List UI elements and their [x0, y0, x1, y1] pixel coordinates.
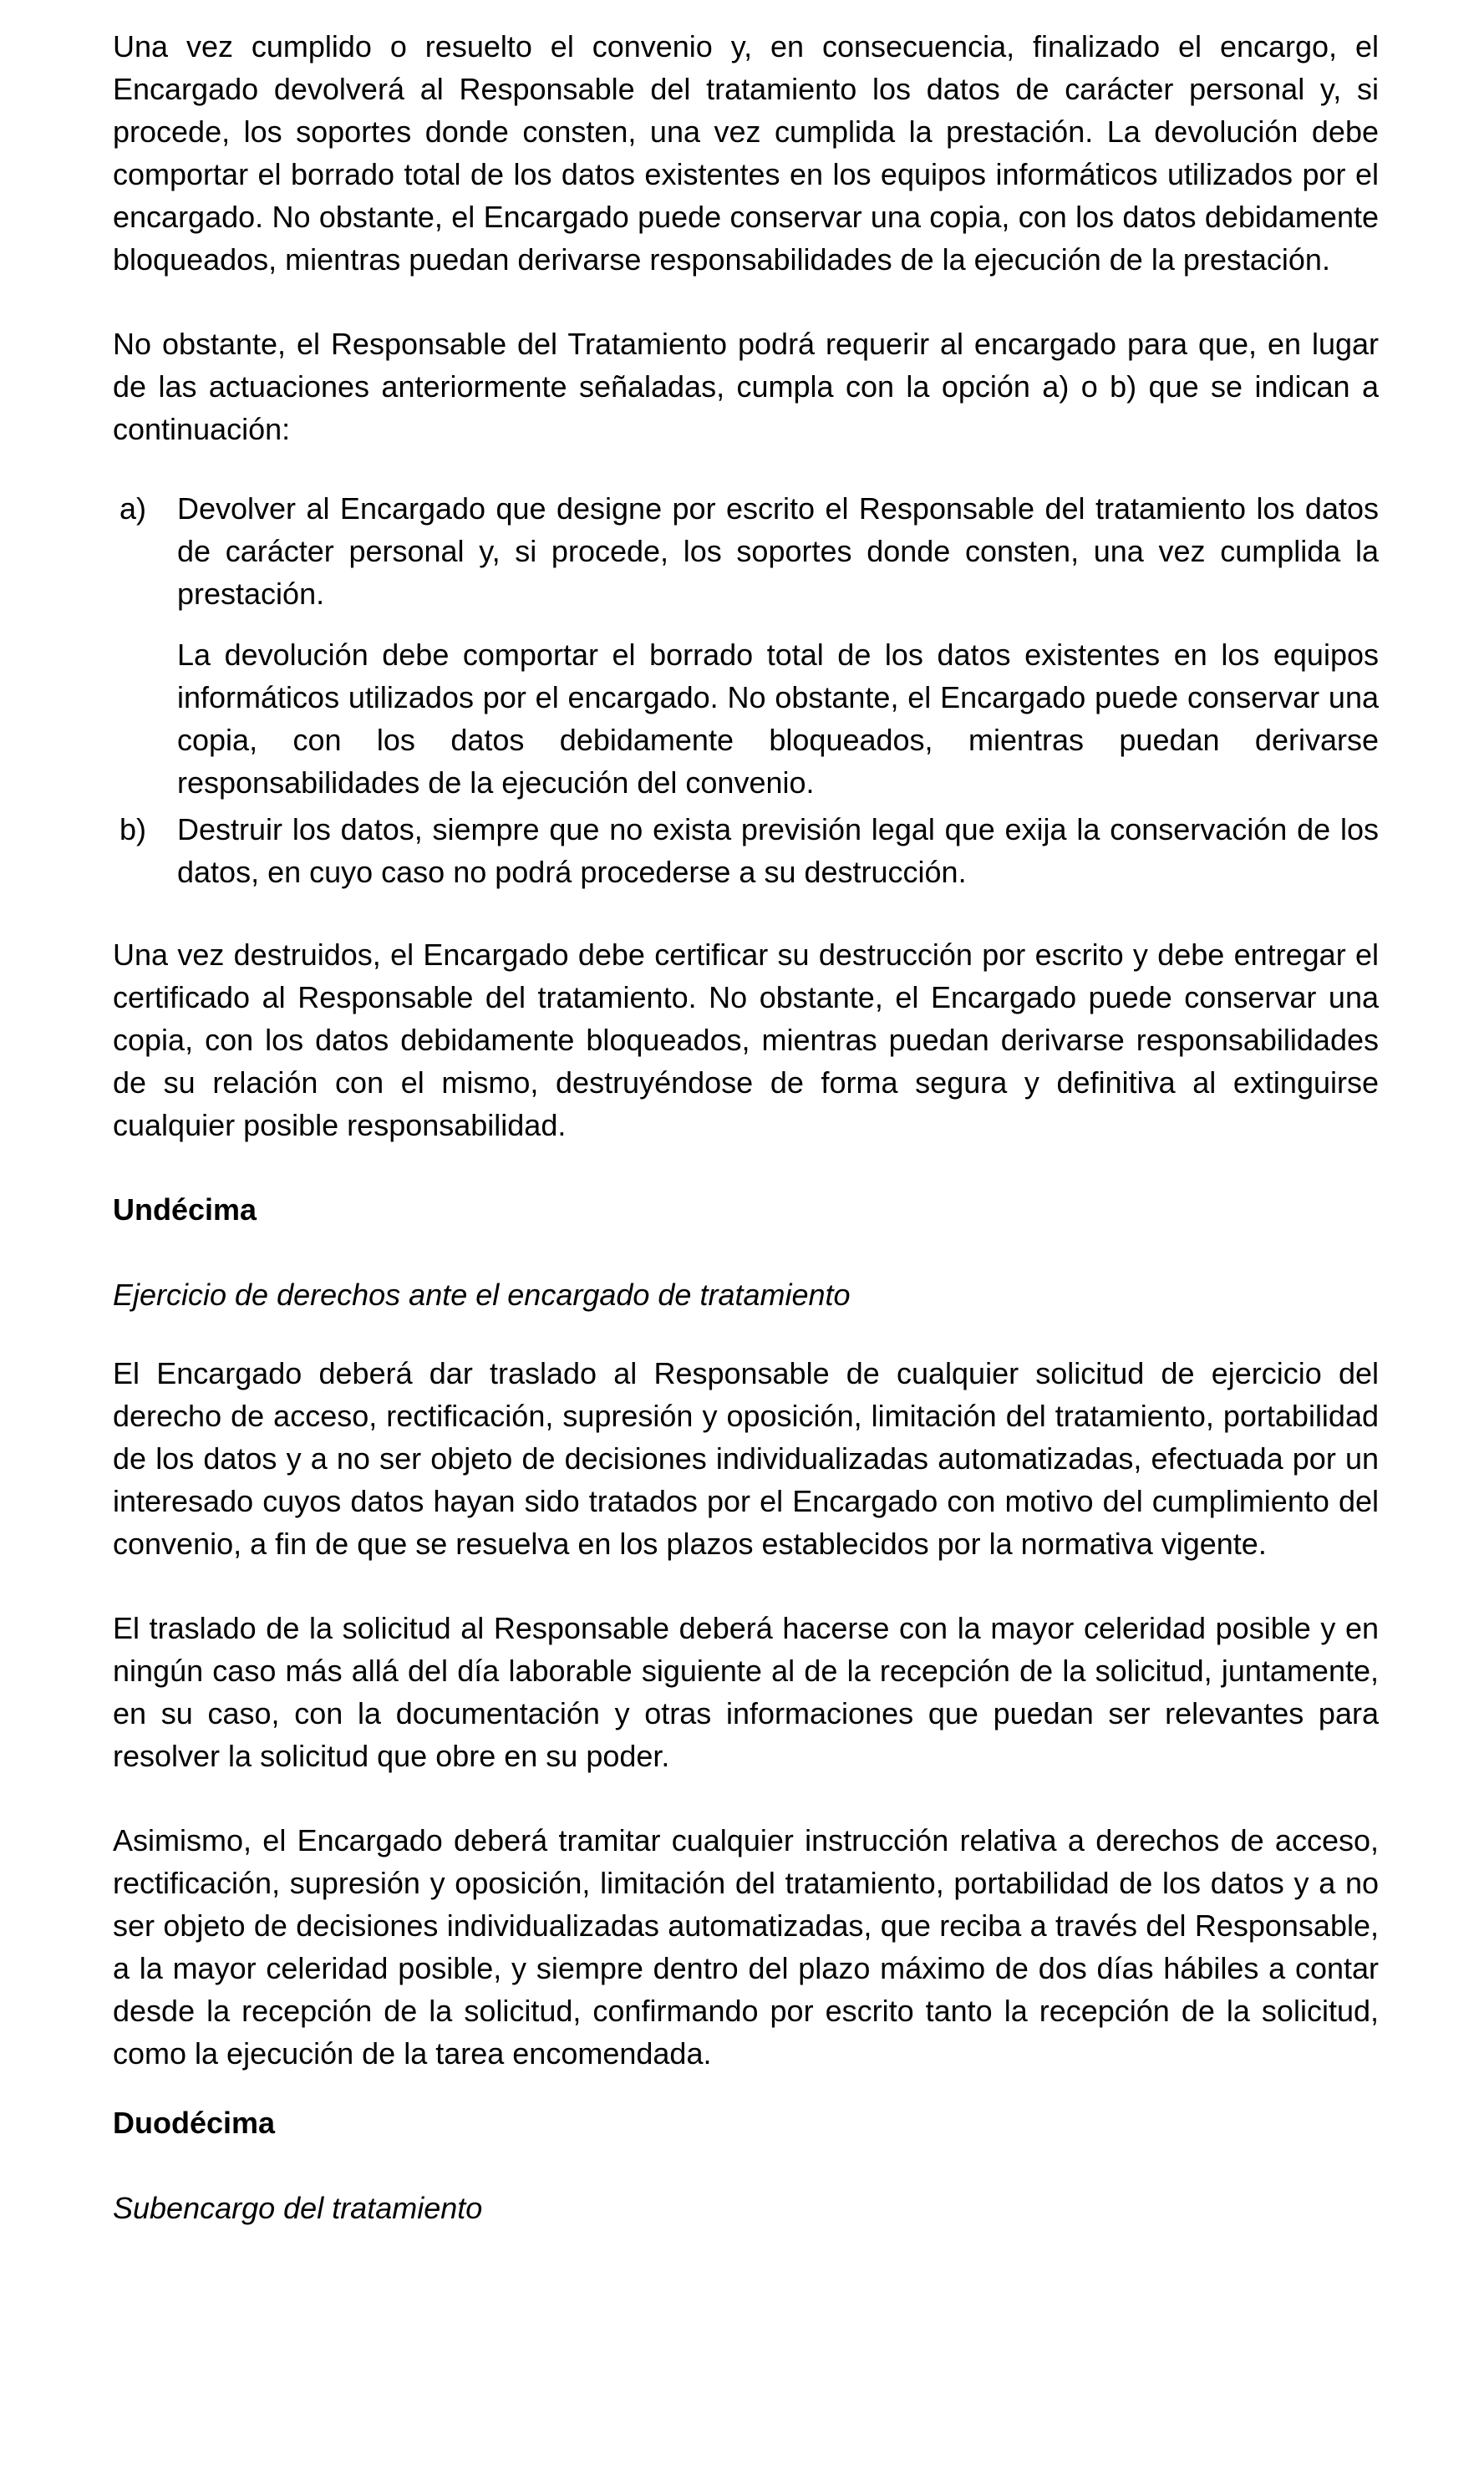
- list-item-b-text: Destruir los datos, siempre que no exista previsión legal que exija la conservación de los datos, en cuyo caso no podrá procederse a su destrucción.: [177, 812, 1379, 889]
- paragraph-forwarding-deadline: El traslado de la solicitud al Responsable deberá hacerse con la mayor celeridad posible y en ningún caso más allá del día laborable siguiente al de la recepción de la solicitud, juntamente, en su caso, con la documentación y otras informaciones que puedan ser relevantes para resolver la solicitud que obre en su poder.: [113, 1611, 1379, 1773]
- paragraph-rights-forwarding: El Encargado deberá dar traslado al Responsable de cualquier solicitud de ejercicio del derecho de acceso, rectificación, supresión y oposición, limitación del tratamiento, portabilidad de los datos y a no ser objeto de decisiones individualizadas automatizadas, efectuada por un interesado cuyos datos hayan sido tratados por el Encargado con motivo del cumplimiento del convenio, a fin de que se resuelva en los plazos establecidos por la normativa vigente.: [113, 1356, 1379, 1561]
- paragraph-list-a-continuation: La devolución debe comportar el borrado total de los datos existentes en los equipos informáticos utilizados por el encargado. No obstante, el Encargado puede conservar una copia, con los datos debidamente bloqueados, mientras puedan derivarse responsabilidades de la ejecución del convenio.: [177, 638, 1379, 800]
- list-item-a: [113, 487, 1379, 615]
- paragraph-options-intro: No obstante, el Responsable del Tratamiento podrá requerir al encargado para que, en lugar de las actuaciones anteriormente señaladas, cumpla con la opción a) o b) que se indican a continuación:: [113, 327, 1379, 446]
- section-heading-undecima: Undécima: [113, 1192, 257, 1227]
- list-item-a-text: Devolver al Encargado que designe por escrito el Responsable del tratamiento los datos de carácter personal y, si procede, los soportes donde consten, una vez cumplida la prestación.: [177, 491, 1379, 611]
- list-marker-b: b): [119, 812, 147, 846]
- list-marker-a: a): [119, 491, 147, 526]
- section-heading-duodecima: Duodécima: [113, 2106, 276, 2140]
- section-subtitle-ejercicio-derechos: Ejercicio de derechos ante el encargado de tratamiento: [113, 1278, 851, 1312]
- paragraph-destruction-certificate: Una vez destruidos, el Encargado debe certificar su destrucción por escrito y debe entregar el certificado al Responsable del tratamiento. No obstante, el Encargado puede conservar una copia, con los datos debidamente bloqueados, mientras puedan derivarse responsabilidades de su relación con el mismo, destruyéndose de forma segura y definitiva al extinguirse cualquier posible responsabilidad.: [113, 938, 1379, 1142]
- paragraph-return-of-data: Una vez cumplido o resuelto el convenio y, en consecuencia, finalizado el encargo, el Encargado devolverá al Responsable del tratamiento los datos de carácter personal y, si procede, los soportes donde consten, una vez cumplida la prestación. La devolución debe comportar el borrado total de los datos existentes en los equipos informáticos utilizados por el encargado. No obstante, el Encargado puede conservar una copia, con los datos debidamente bloqueados, mientras puedan derivarse responsabilidades de la ejecución de la prestación.: [113, 29, 1379, 277]
- list-item-b: [113, 808, 1379, 893]
- section-subtitle-subencargo: Subencargo del tratamiento: [113, 2191, 483, 2225]
- paragraph-instruction-processing: Asimismo, el Encargado deberá tramitar cualquier instrucción relativa a derechos de acceso, rectificación, supresión y oposición, limitación del tratamiento, portabilidad de los datos y a no ser objeto de decisiones individualizadas automatizadas, que reciba a través del Responsable, a la mayor celeridad posible, y siempre dentro del plazo máximo de dos días hábiles a contar desde la recepción de la solicitud, confirmando por escrito tanto la recepción de la solicitud, como la ejecución de la tarea encomendada.: [113, 1823, 1379, 2071]
